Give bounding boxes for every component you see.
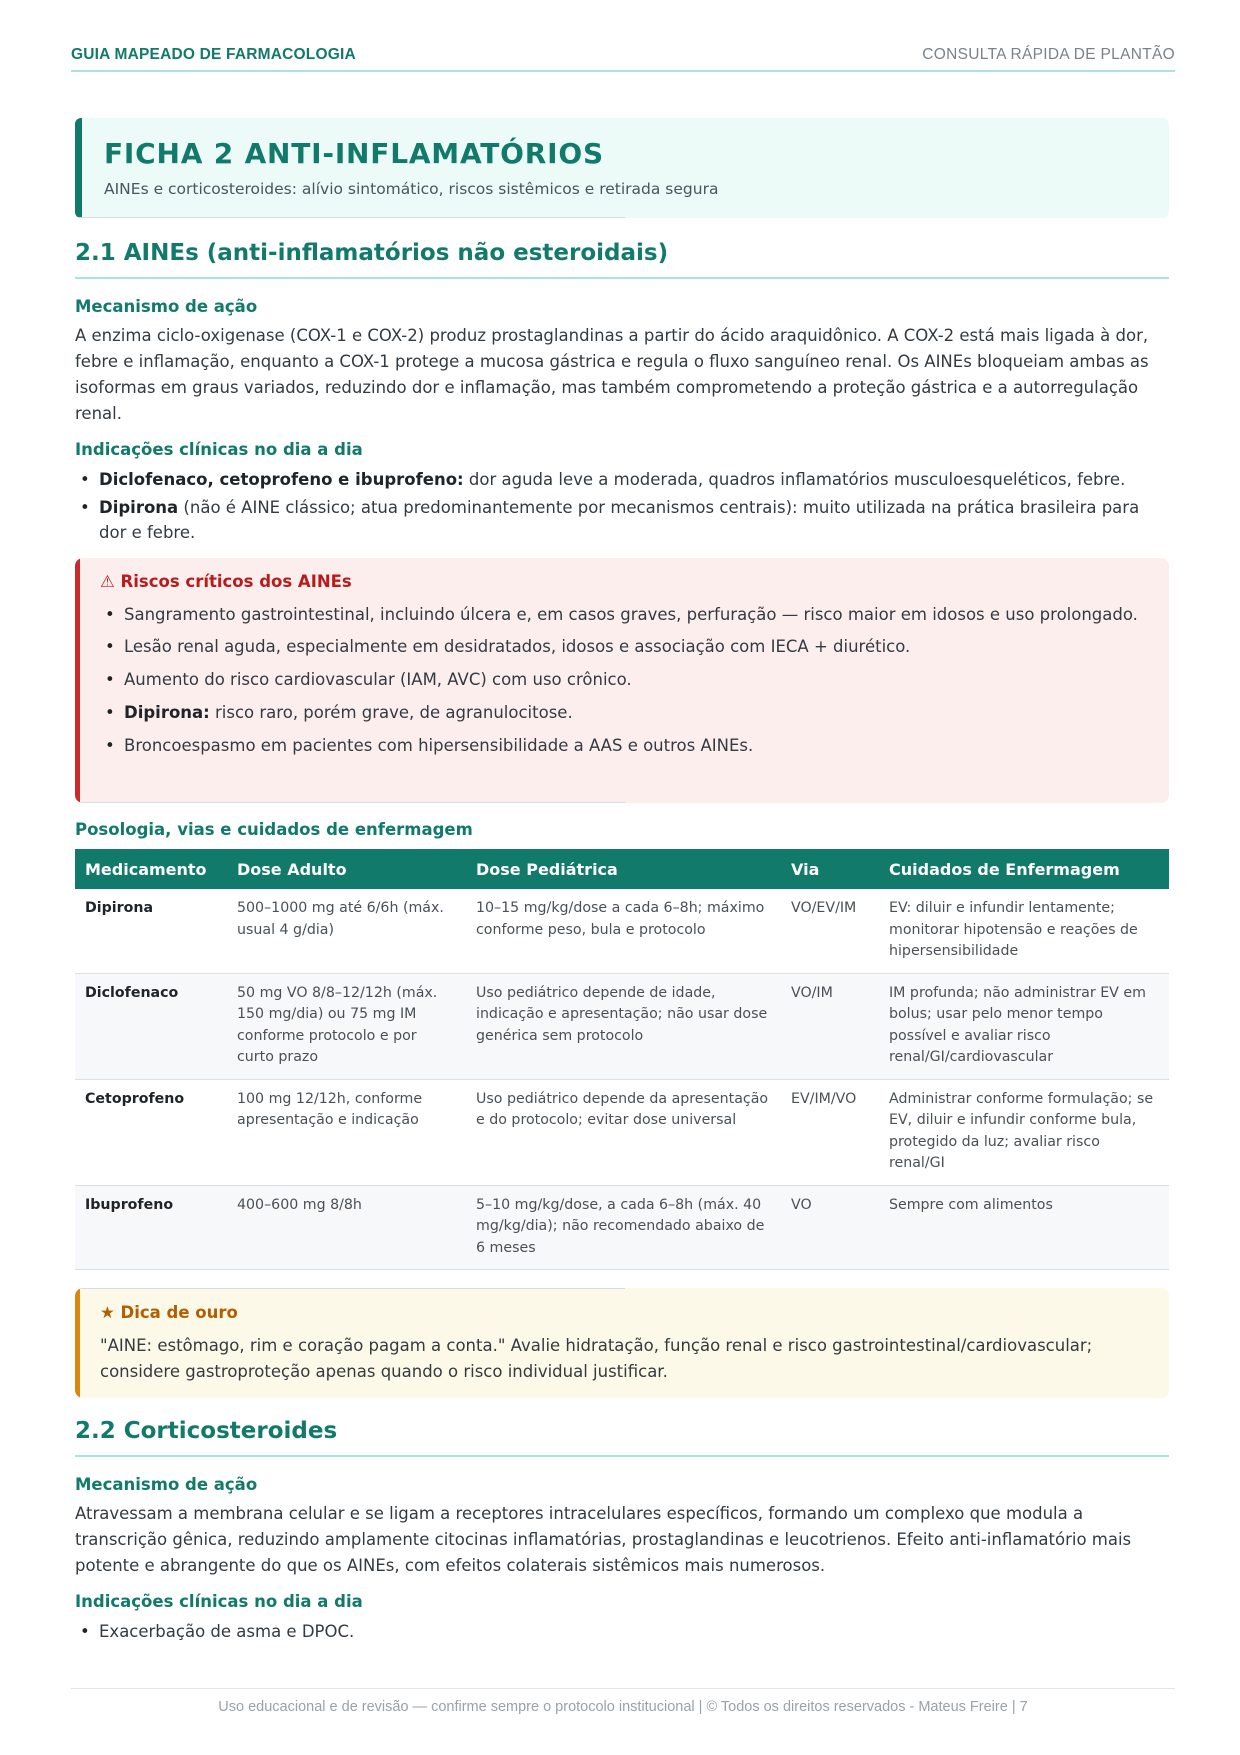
item-text: Broncoespasmo em pacientes com hipersensibilidade a AAS e outros AINEs.: [124, 736, 754, 755]
table-cell: 10–15 mg/kg/dose a cada 6–8h; máximo conforme peso, bula e protocolo: [466, 889, 781, 973]
list-item: [75, 495, 1169, 545]
table-row: [75, 973, 1169, 1079]
mechanism-text: Atravessam a membrana celular e se ligam a receptores intracelulares específicos, formando um complexo que modula a transcrição gênica, reduzindo amplamente citocinas inflamatórias, prostaglandinas e leucotrienos. Efeito anti-inflamatório mais potente e abrangente do que os AINEs, com efeitos colaterais sistêmicos mais numerosos.: [75, 1504, 1132, 1575]
dosage-table: [75, 849, 1169, 1270]
risks-callout: [75, 558, 1169, 803]
section-heading-corticosteroids: 2.2 Corticosteroides: [75, 1416, 1169, 1457]
list-item: [75, 1619, 1169, 1644]
dosage-heading: Posologia, vias e cuidados de enfermagem: [75, 820, 473, 839]
gold-tip-title-text: Dica de ouro: [120, 1303, 238, 1322]
section-heading-aines: 2.1 AINEs (anti-inflamatórios não esteroidais): [75, 238, 1169, 279]
footer-text: Uso educacional e de revisão — confirme sempre o protocolo institucional | © Todos os direitos reservados - Mateus Freire | 7: [218, 1699, 1028, 1715]
risks-title-text: Riscos críticos dos AINEs: [120, 572, 352, 591]
star-icon: ★: [100, 1303, 115, 1322]
list-item: [100, 700, 1145, 725]
table-cell: VO: [781, 1185, 879, 1270]
column-header: Via: [781, 849, 879, 889]
list-item: [100, 667, 1145, 692]
item-emphasis: Dipirona:: [124, 703, 210, 722]
item-text: Exacerbação de asma e DPOC.: [99, 1622, 355, 1641]
indications-heading: Indicações clínicas no dia a dia: [75, 440, 363, 459]
table-cell: VO/IM: [781, 973, 879, 1079]
table-row: [75, 1079, 1169, 1185]
table-cell: Uso pediátrico depende da apresentação e do protocolo; evitar dose universal: [466, 1079, 781, 1185]
table-cell: Cetoprofeno: [75, 1079, 227, 1185]
table-cell: Diclofenaco: [75, 973, 227, 1079]
item-text: Lesão renal aguda, especialmente em desidratados, idosos e associação com IECA + diurético.: [124, 637, 911, 656]
risks-list: [100, 602, 1145, 758]
table-cell: 50 mg VO 8/8–12/12h (máx. 150 mg/dia) ou 75 mg IM conforme protocolo e por curto prazo: [227, 973, 466, 1079]
list-item: [100, 634, 1145, 659]
column-header: Dose Adulto: [227, 849, 466, 889]
table-cell: EV: diluir e infundir lentamente; monitorar hipotensão e reações de hipersensibilidade: [879, 889, 1169, 973]
table-cell: 500–1000 mg até 6/6h (máx. usual 4 g/dia): [227, 889, 466, 973]
guide-title: GUIA MAPEADO DE FARMACOLOGIA: [71, 46, 356, 63]
item-text: Sangramento gastrointestinal, incluindo úlcera e, em casos graves, perfuração — risco maior em idosos e uso prolongado.: [124, 605, 1138, 624]
gold-tip-text: "AINE: estômago, rim e coração pagam a conta." Avalie hidratação, função renal e risco gastrointestinal/cardiovascular; considere gastroproteção apenas quando o risco individual justificar.: [100, 1336, 1093, 1381]
warning-icon: ⚠: [100, 572, 115, 591]
mechanism-heading: Mecanismo de ação: [75, 1475, 258, 1494]
chapter-subtitle: AINEs e corticosteroides: alívio sintomático, riscos sistêmicos e retirada segura: [104, 180, 719, 198]
item-text: (não é AINE clássico; atua predominantemente por mecanismos centrais): muito utilizada na prática brasileira para dor e febre.: [99, 498, 1140, 542]
table-cell: EV/IM/VO: [781, 1079, 879, 1185]
table-cell: 5–10 mg/kg/dose, a cada 6–8h (máx. 40 mg/kg/dia); não recomendado abaixo de 6 meses: [466, 1185, 781, 1270]
mechanism-heading: Mecanismo de ação: [75, 297, 258, 316]
column-header: Medicamento: [75, 849, 227, 889]
guide-subtitle: CONSULTA RÁPIDA DE PLANTÃO: [922, 46, 1175, 63]
page-content: [75, 118, 1169, 1644]
column-header: Cuidados de Enfermagem: [879, 849, 1169, 889]
table-row: [75, 889, 1169, 973]
table-row: [75, 1185, 1169, 1270]
list-item: [75, 467, 1169, 492]
list-item: [100, 602, 1145, 627]
item-text: Aumento do risco cardiovascular (IAM, AVC) com uso crônico.: [124, 670, 632, 689]
table-cell: Dipirona: [75, 889, 227, 973]
chapter-title: FICHA 2 ANTI-INFLAMATÓRIOS: [104, 137, 604, 170]
indications-list: [75, 467, 1169, 545]
table-cell: 400–600 mg 8/8h: [227, 1185, 466, 1270]
list-item: [100, 733, 1145, 758]
column-header: Dose Pediátrica: [466, 849, 781, 889]
table-cell: Uso pediátrico depende de idade, indicação e apresentação; não usar dose genérica sem protocolo: [466, 973, 781, 1079]
gold-tip-callout: [75, 1288, 1169, 1398]
risks-callout-title: [100, 570, 1145, 594]
item-text: risco raro, porém grave, de agranulocitose.: [209, 703, 573, 722]
page-footer: [71, 1688, 1175, 1715]
table-cell: Sempre com alimentos: [879, 1185, 1169, 1270]
chapter-title-box: [75, 118, 1169, 218]
indications-list: [75, 1619, 1169, 1644]
table-cell: Ibuprofeno: [75, 1185, 227, 1270]
table-cell: IM profunda; não administrar EV em bolus; usar pelo menor tempo possível e avaliar risco renal/GI/cardiovascular: [879, 973, 1169, 1079]
item-text: dor aguda leve a moderada, quadros inflamatórios musculoesqueléticos, febre.: [463, 470, 1126, 489]
table-cell: VO/EV/IM: [781, 889, 879, 973]
page-header: [71, 46, 1175, 72]
item-emphasis: Dipirona: [99, 498, 179, 517]
table-header-row: [75, 849, 1169, 889]
item-emphasis: Diclofenaco, cetoprofeno e ibuprofeno:: [99, 470, 464, 489]
indications-heading: Indicações clínicas no dia a dia: [75, 1592, 363, 1611]
mechanism-text: A enzima ciclo-oxigenase (COX-1 e COX-2) produz prostaglandinas a partir do ácido araquidônico. A COX-2 está mais ligada à dor, febre e inflamação, enquanto a COX-1 protege a mucosa gástrica e regula o fluxo sanguíneo renal. Os AINEs bloqueiam ambas as isoformas em graus variados, reduzindo dor e inflamação, mas também comprometendo a proteção gástrica e a autorregulação renal.: [75, 326, 1149, 423]
table-cell: Administrar conforme formulação; se EV, diluir e infundir conforme bula, protegido da luz; avaliar risco renal/GI: [879, 1079, 1169, 1185]
gold-tip-title: [100, 1301, 1145, 1325]
table-cell: 100 mg 12/12h, conforme apresentação e indicação: [227, 1079, 466, 1185]
